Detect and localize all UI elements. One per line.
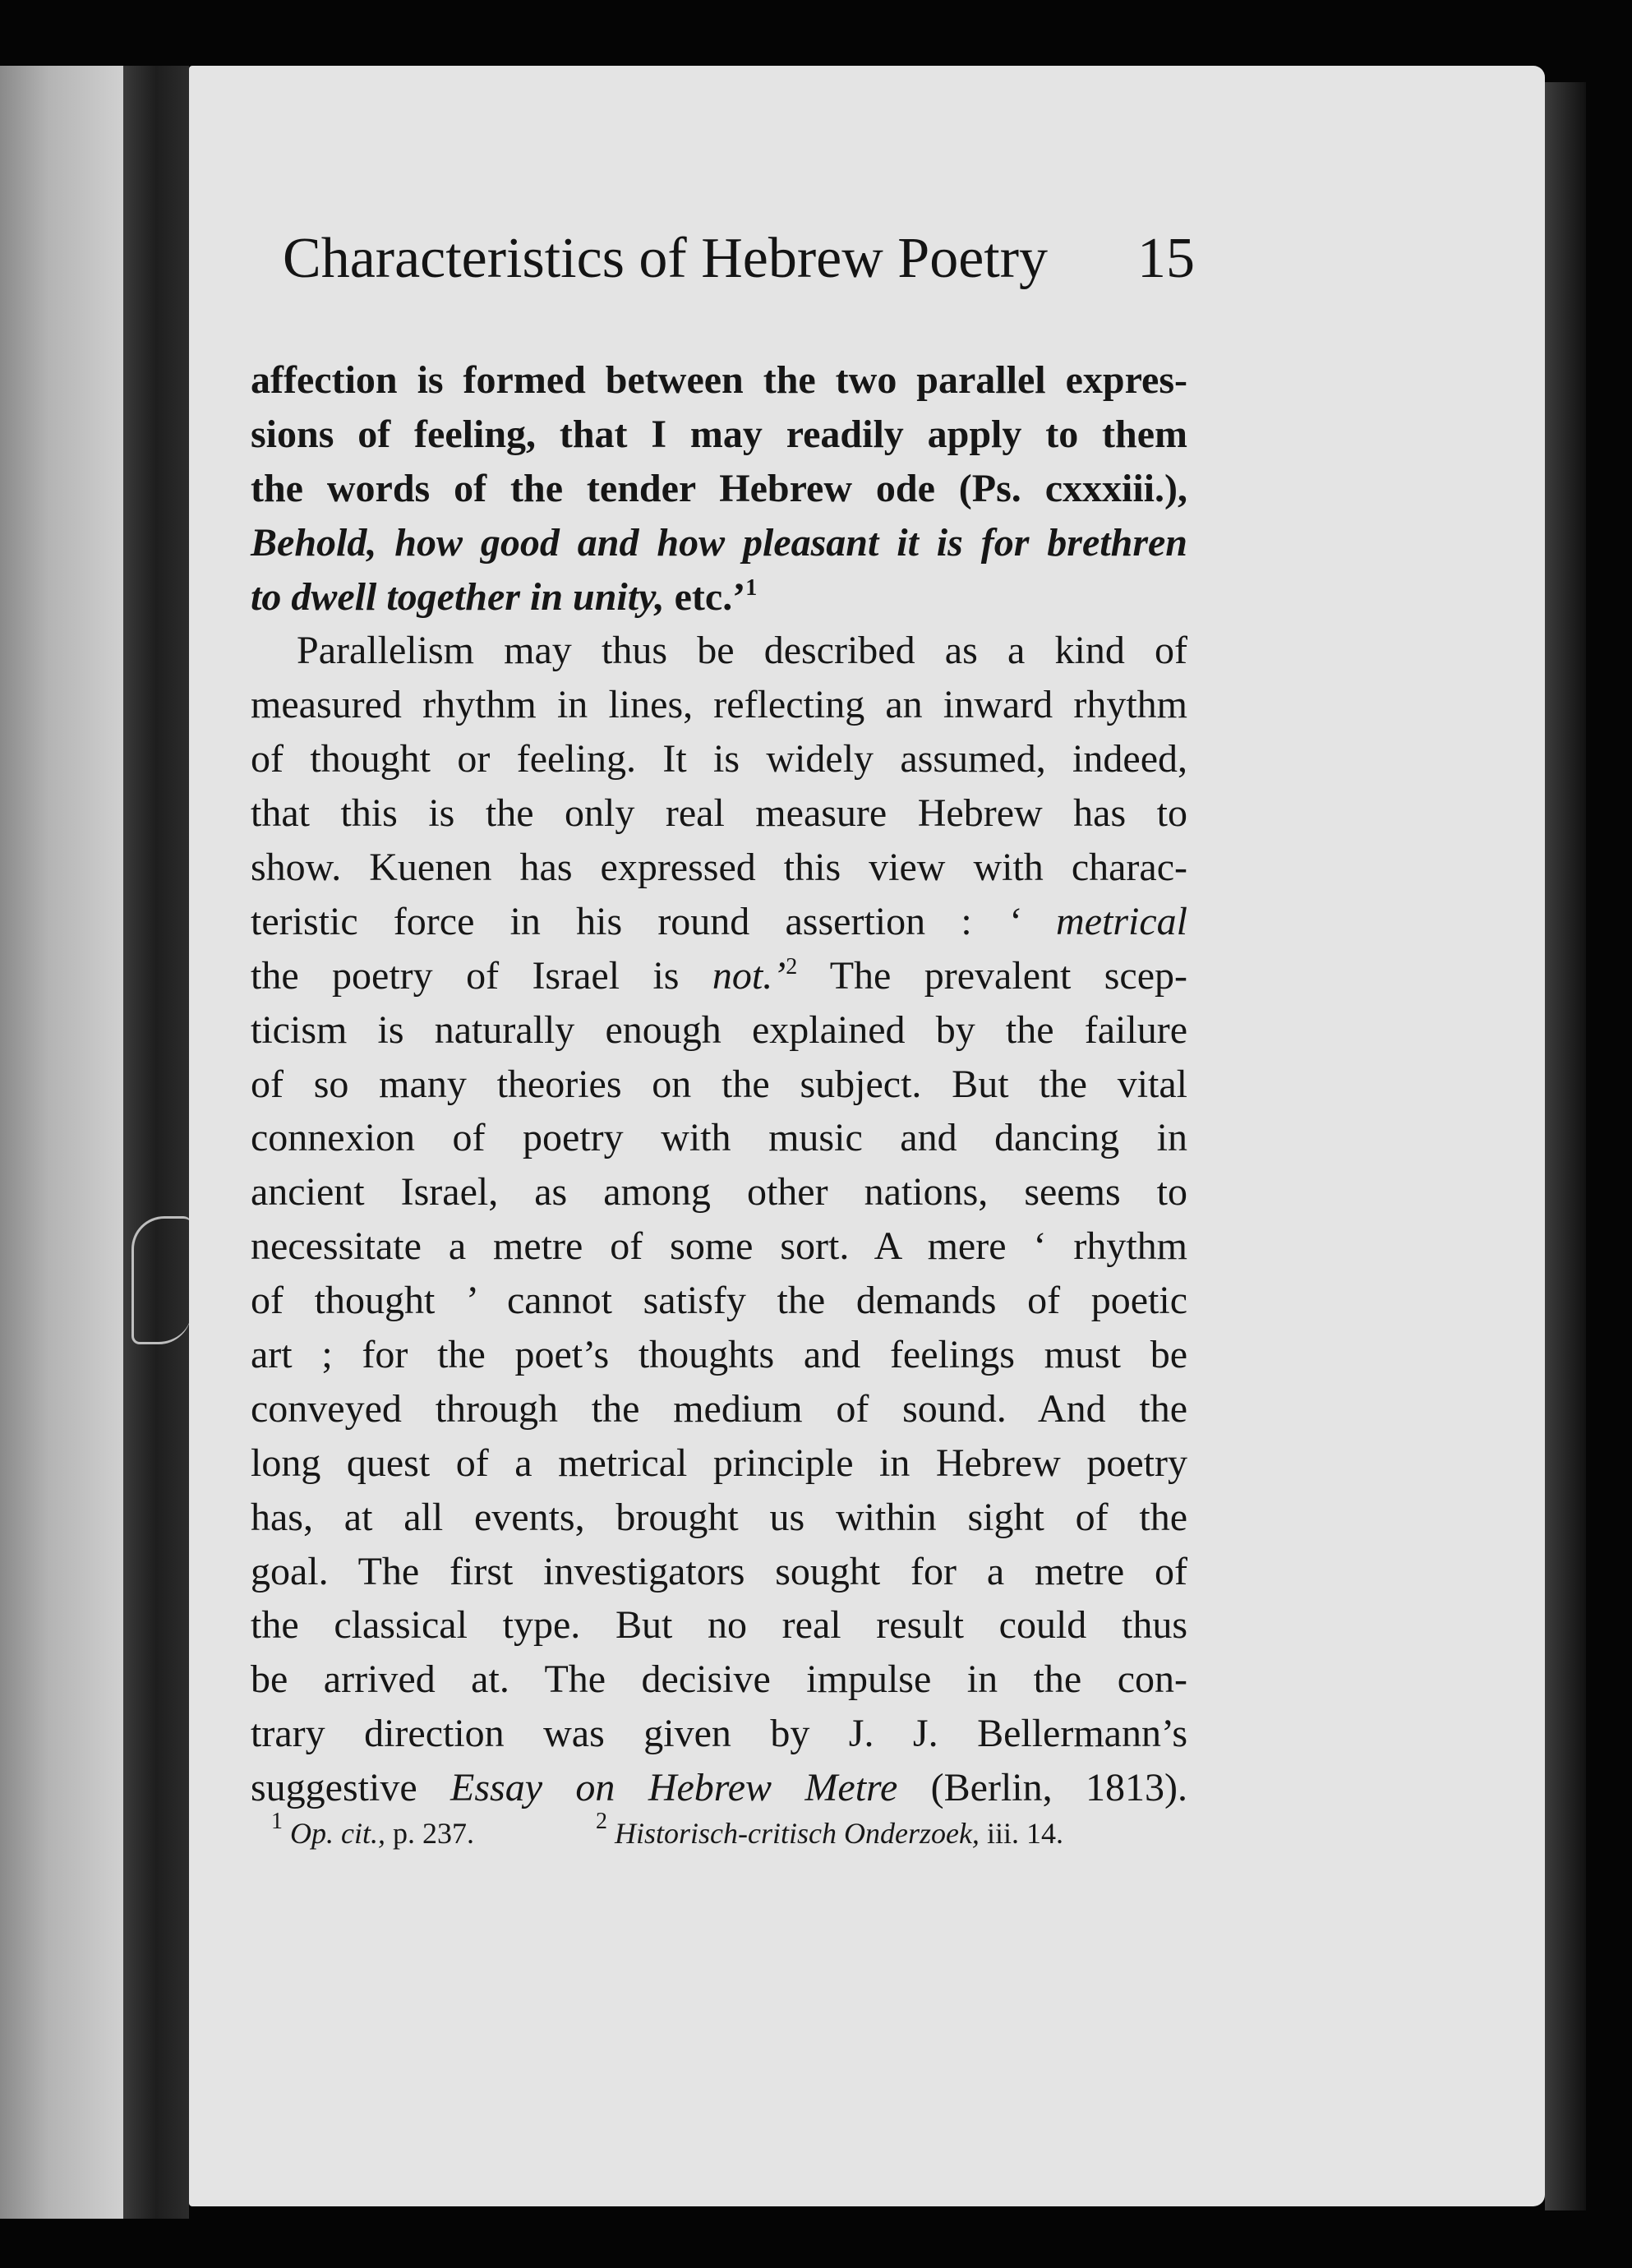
text-line	[251, 516, 1187, 570]
italic-quote: ‘ metrical	[1007, 899, 1187, 943]
text-fragment: The prevalent scep-	[797, 953, 1188, 998]
text-line: goal. The first investigators sought for a metre of	[251, 1549, 1187, 1593]
footnote-ref: 1	[745, 574, 758, 601]
quote-end: etc.’	[664, 574, 746, 619]
text-line: of thought or feeling. It is widely assumed, indeed,	[251, 737, 1187, 781]
footnote-1	[271, 1809, 474, 1851]
book-gutter	[123, 66, 189, 2219]
text-line: of thought ’ cannot satisfy the demands of poetic	[251, 1279, 1187, 1323]
text-line: connexion of poetry with music and dancing in	[251, 1116, 1187, 1160]
text-line: the words of the tender Hebrew ode (Ps. cxxxiii.),	[251, 466, 1187, 510]
text-line: that this is the only real measure Hebrew has to	[251, 791, 1187, 836]
italic-quote: Behold, how good and how pleasant it is for brethren	[251, 520, 1187, 565]
italic-title: Essay on Hebrew Metre	[450, 1766, 898, 1810]
text-line: sions of feeling, that I may readily apply to them	[251, 412, 1187, 456]
text-line: of so many theories on the subject. But the vital	[251, 1062, 1187, 1106]
running-title: Characteristics of Hebrew Poetry	[283, 227, 1049, 290]
footnote-page: p. 237.	[385, 1817, 474, 1850]
text-fragment: the poetry of Israel is	[251, 953, 712, 998]
italic-quote: not.’	[712, 953, 786, 998]
running-header	[283, 226, 1195, 300]
text-line: Parallelism may thus be described as a kind of	[297, 629, 1187, 673]
text-line: show. Kuenen has expressed this view with charac-	[251, 846, 1187, 890]
footnote-ref: 2	[786, 953, 798, 980]
text-line	[251, 949, 1187, 1003]
paper-mark	[131, 1216, 191, 1344]
footnote-mark: 2	[596, 1809, 607, 1834]
italic-quote: to dwell together in unity,	[251, 574, 665, 619]
text-line: art ; for the poet’s thoughts and feelings must be	[251, 1333, 1187, 1377]
facing-page-edge	[0, 66, 123, 2219]
text-fragment: suggestive	[251, 1766, 451, 1810]
text-line: measured rhythm in lines, reflecting an inward rhythm	[251, 683, 1187, 727]
page-number: 15	[1137, 227, 1195, 290]
text-line: conveyed through the medium of sound. And the	[251, 1386, 1187, 1431]
text-line	[251, 1761, 1187, 1815]
body-text	[251, 353, 1187, 1815]
text-line	[251, 570, 1187, 625]
text-line	[251, 895, 1187, 949]
footnote-page: iii. 14.	[979, 1817, 1063, 1850]
text-line: be arrived at. The decisive impulse in the con-	[251, 1657, 1187, 1702]
footnote-citation: Op. cit.,	[290, 1817, 385, 1850]
text-line: necessitate a metre of some sort. A mere ‘ rhythm	[251, 1224, 1187, 1269]
text-line: ancient Israel, as among other nations, seems to	[251, 1170, 1187, 1215]
text-line: long quest of a metrical principle in Hebrew poetry	[251, 1441, 1187, 1485]
text-line: ticism is naturally enough explained by the failure	[251, 1007, 1187, 1052]
text-fragment: (Berlin, 1813).	[897, 1766, 1187, 1810]
text-line: trary direction was given by J. J. Bellermann’s	[251, 1712, 1187, 1756]
text-fragment: teristic force in his round assertion :	[251, 899, 1007, 943]
text-line: has, at all events, brought us within sight of the	[251, 1495, 1187, 1539]
page-stack-edge	[1545, 82, 1586, 2210]
footnote-mark: 1	[271, 1809, 283, 1834]
text-line: affection is formed between the two parallel expres-	[251, 358, 1187, 402]
footnote-2	[596, 1809, 1063, 1851]
text-line: the classical type. But no real result could thus	[251, 1603, 1187, 1648]
footnote-citation: Historisch-critisch Onderzoek,	[615, 1817, 980, 1850]
